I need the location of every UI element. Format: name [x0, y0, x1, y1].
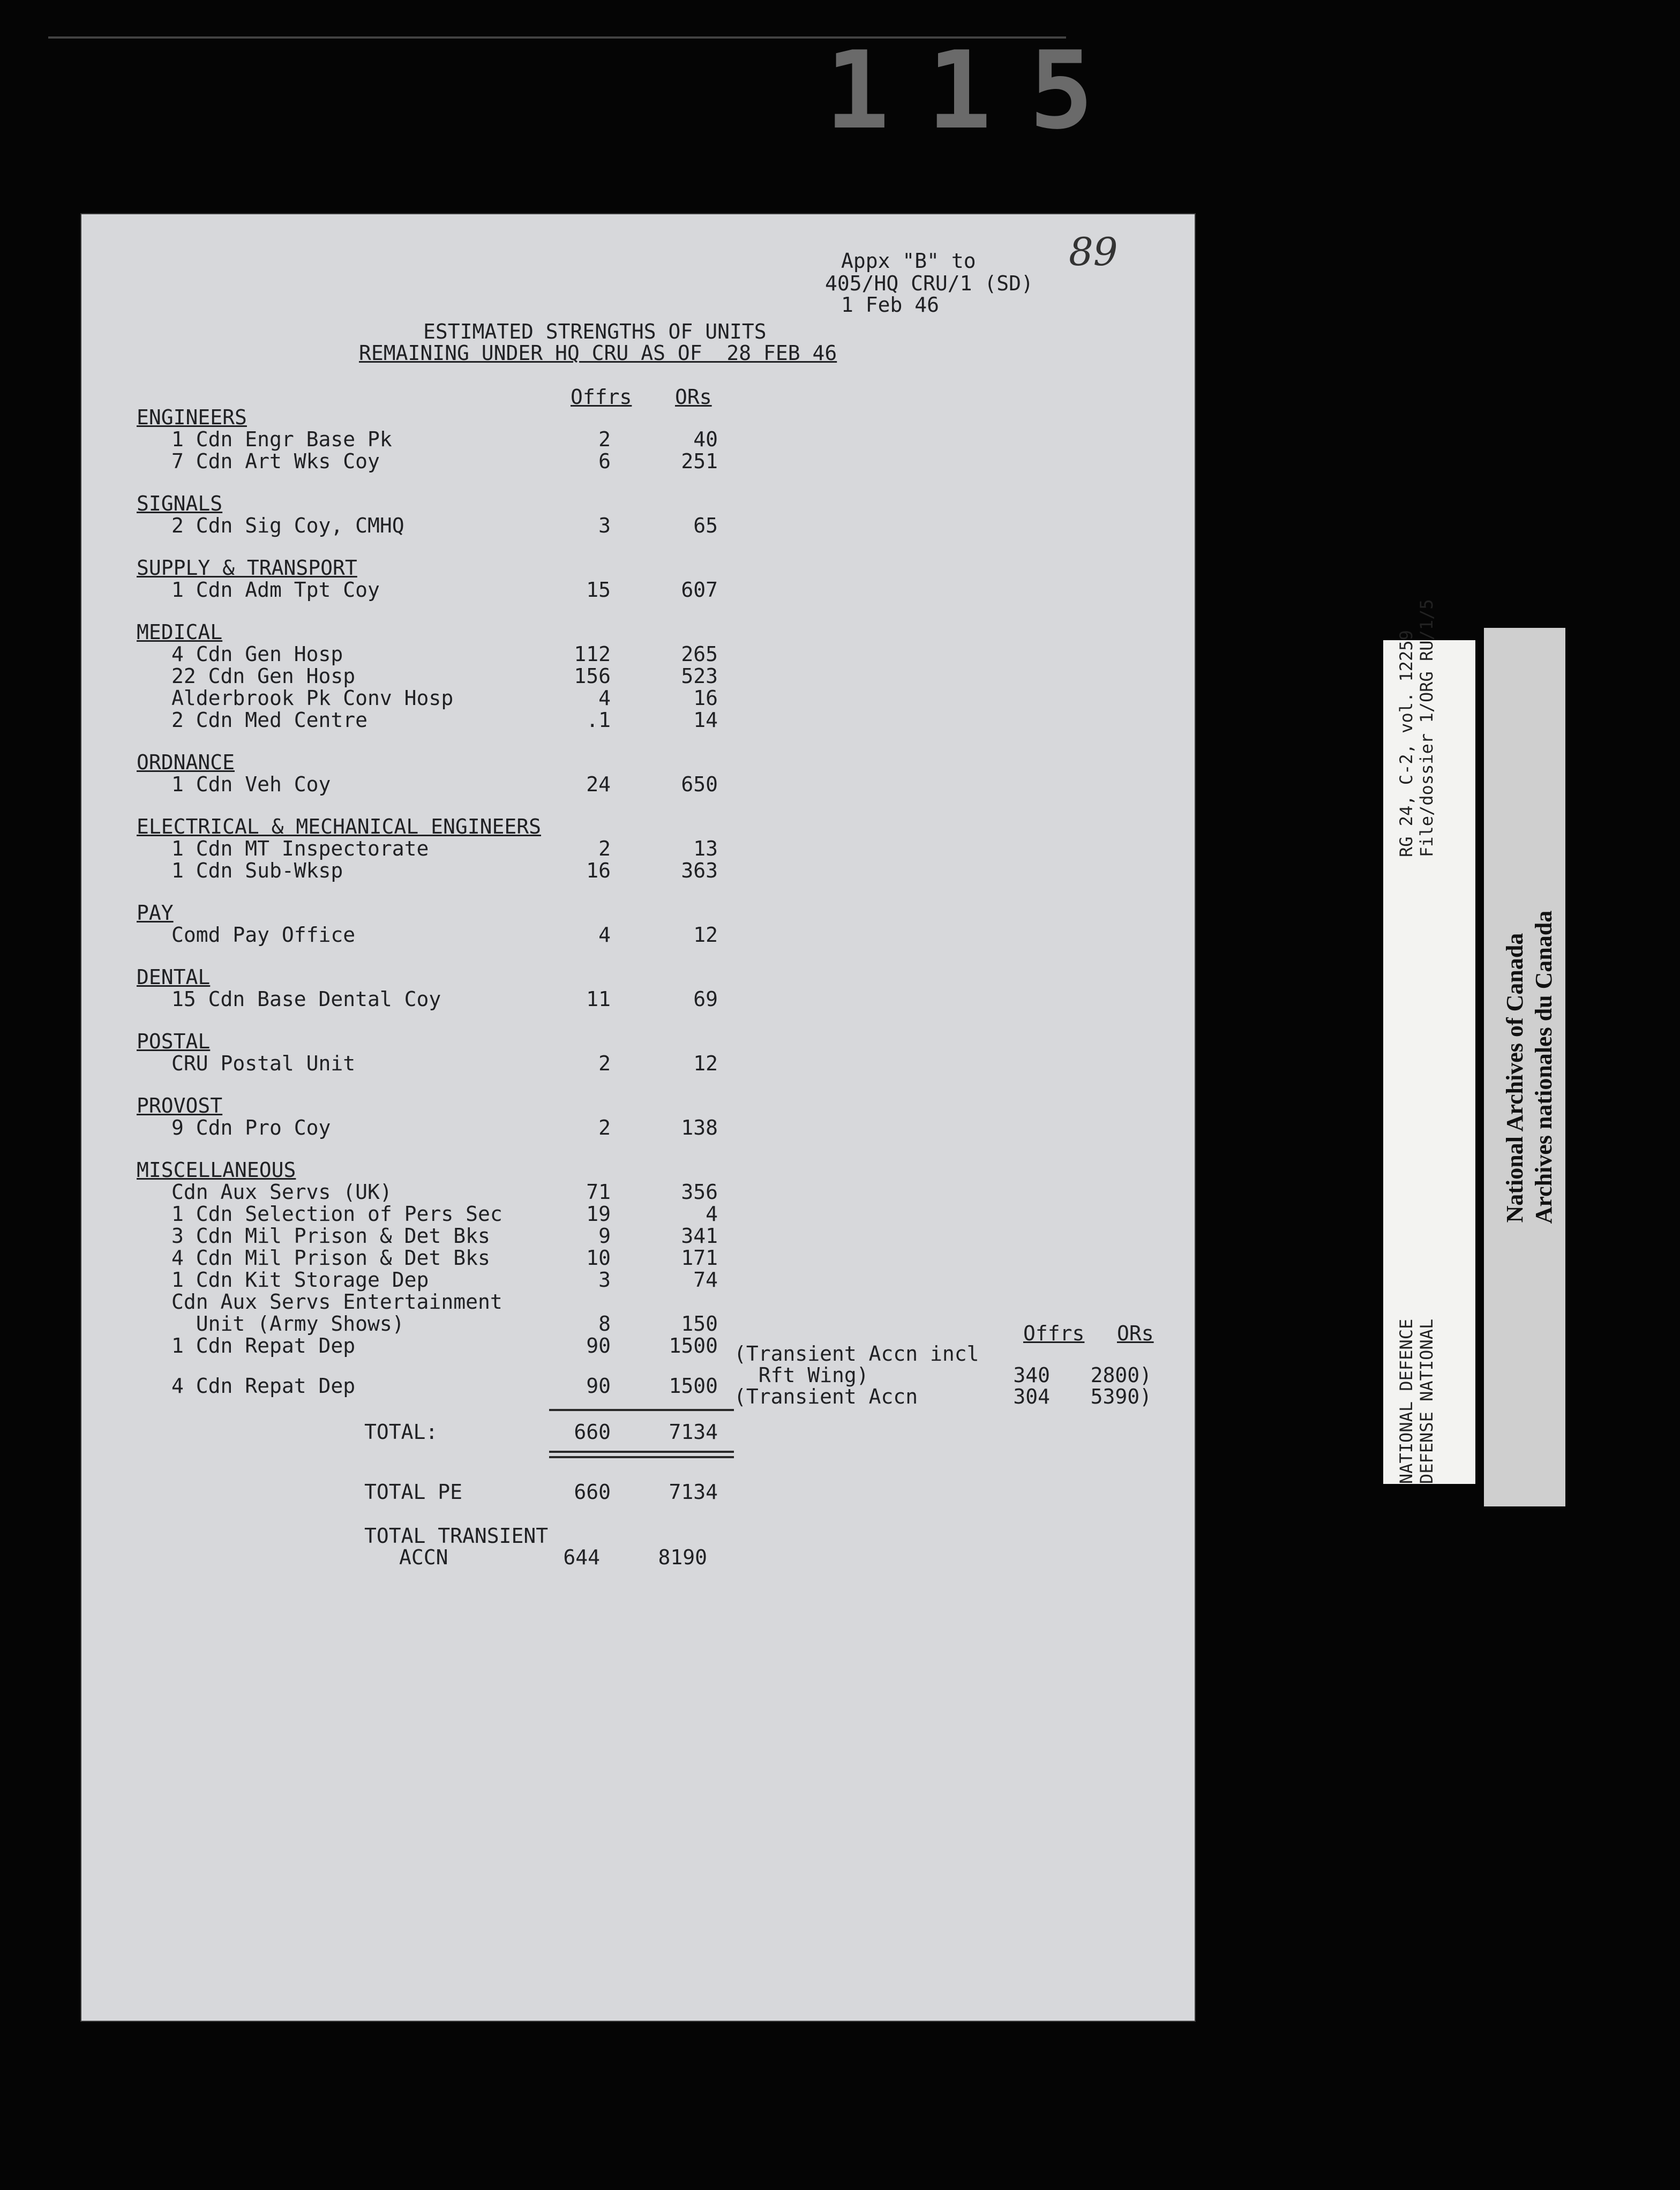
- unit-ors: 40: [693, 428, 718, 451]
- unit-name: Alderbrook Pk Conv Hosp: [171, 686, 454, 710]
- unit-name: 1 Cdn Veh Coy: [171, 772, 331, 796]
- section-heading: PAY: [137, 901, 174, 925]
- unit-ors: 138: [681, 1116, 718, 1139]
- transient-col-offrs: Offrs: [1023, 1322, 1085, 1345]
- transient-ors-2: 5390): [1090, 1385, 1152, 1408]
- transient-offrs-2: 304: [1013, 1385, 1050, 1408]
- unit-offrs: 10: [586, 1246, 611, 1270]
- section-heading: MISCELLANEOUS: [137, 1158, 296, 1182]
- total-pe-offrs: 660: [574, 1480, 611, 1504]
- unit-offrs: 90: [586, 1334, 611, 1358]
- total-transient-label-2: ACCN: [399, 1546, 448, 1569]
- unit-name: 2 Cdn Sig Coy, CMHQ: [171, 514, 404, 537]
- column-header-ors: ORs: [675, 385, 712, 409]
- unit-ors: 1500: [669, 1334, 718, 1358]
- transient-col-ors: ORs: [1117, 1322, 1154, 1345]
- unit-name: 9 Cdn Pro Coy: [171, 1116, 331, 1139]
- archive-stamp: [1484, 628, 1565, 1506]
- unit-name: 1 Cdn Kit Storage Dep: [171, 1268, 429, 1292]
- unit-offrs: 3: [598, 1268, 611, 1292]
- transient-offrs-1: 340: [1013, 1363, 1050, 1387]
- unit-name: 1 Cdn Adm Tpt Coy: [171, 578, 380, 602]
- unit-ors: 69: [693, 987, 718, 1011]
- unit-name: 7 Cdn Art Wks Coy: [171, 449, 380, 473]
- unit-offrs: 2: [598, 428, 611, 451]
- unit-ors: 251: [681, 449, 718, 473]
- unit-ors: 16: [693, 686, 718, 710]
- total-pe-ors: 7134: [669, 1480, 718, 1504]
- unit-ors: 14: [693, 708, 718, 732]
- unit-offrs: 71: [586, 1180, 611, 1204]
- unit-name: 4 Cdn Gen Hosp: [171, 642, 343, 666]
- unit-name: Cdn Aux Servs (UK): [171, 1180, 392, 1204]
- unit-name: 4 Cdn Mil Prison & Det Bks: [171, 1246, 490, 1270]
- unit-ors: 171: [681, 1246, 718, 1270]
- section-heading: ELECTRICAL & MECHANICAL ENGINEERS: [137, 815, 541, 838]
- archive-file-ref: File/dossier 1/ORG RU/1/5: [1416, 599, 1437, 857]
- unit-offrs: 11: [586, 987, 611, 1011]
- unit-name: Cdn Aux Servs Entertainment: [171, 1290, 502, 1314]
- section-heading: POSTAL: [137, 1030, 211, 1053]
- unit-name: 1 Cdn MT Inspectorate: [171, 837, 429, 860]
- archive-stamp-en: National Archives of Canada: [1502, 933, 1528, 1223]
- unit-name: 1 Cdn Selection of Pers Sec: [171, 1202, 502, 1226]
- unit-offrs: .1: [586, 708, 611, 732]
- transient-note-line3: (Transient Accn: [734, 1385, 918, 1408]
- unit-name: 3 Cdn Mil Prison & Det Bks: [171, 1224, 490, 1248]
- unit-name: 22 Cdn Gen Hosp: [171, 664, 356, 688]
- frame-number: 115: [825, 28, 1131, 153]
- transient-ors-1: 2800): [1090, 1363, 1152, 1387]
- unit-ors: 363: [681, 859, 718, 882]
- unit-name: Unit (Army Shows): [171, 1312, 404, 1336]
- archive-reference-label: [1383, 599, 1475, 1484]
- total-transient-label-1: TOTAL TRANSIENT: [364, 1524, 549, 1548]
- unit-name: 1 Cdn Repat Dep: [171, 1334, 356, 1358]
- total-rule-double-1: [549, 1451, 734, 1453]
- total-rule-double-2: [549, 1456, 734, 1458]
- unit-ors: 265: [681, 642, 718, 666]
- archive-record-group: RG 24, C-2, vol. 12259: [1396, 630, 1416, 857]
- unit-ors: 12: [693, 923, 718, 947]
- total-rule-top: [549, 1409, 734, 1411]
- unit-ors: 523: [681, 664, 718, 688]
- archive-dept-en: NATIONAL DEFENCE: [1396, 1318, 1416, 1484]
- total-transient-ors: 8190: [658, 1546, 707, 1569]
- total-pe-label: TOTAL PE: [364, 1480, 463, 1504]
- unit-offrs: 2: [598, 1052, 611, 1075]
- unit-ors: 74: [693, 1268, 718, 1292]
- unit-offrs: 4: [598, 686, 611, 710]
- unit-name: CRU Postal Unit: [171, 1052, 356, 1075]
- unit-offrs: 90: [586, 1374, 611, 1398]
- total-offrs: 660: [574, 1420, 611, 1444]
- section-heading: ORDNANCE: [137, 751, 235, 774]
- document-title-line1: ESTIMATED STRENGTHS OF UNITS: [423, 320, 767, 343]
- unit-offrs: 15: [586, 578, 611, 602]
- archive-stamp-fr: Archives nationales du Canada: [1531, 910, 1557, 1224]
- unit-offrs: 4: [598, 923, 611, 947]
- unit-offrs: 112: [574, 642, 611, 666]
- unit-offrs: 156: [574, 664, 611, 688]
- unit-offrs: 9: [598, 1224, 611, 1248]
- document-page: [80, 213, 1196, 2022]
- unit-ors: 1500: [669, 1374, 718, 1398]
- column-header-offrs: Offrs: [571, 385, 632, 409]
- section-heading: SUPPLY & TRANSPORT: [137, 556, 357, 580]
- transient-note-line2: Rft Wing): [734, 1363, 869, 1387]
- section-heading: PROVOST: [137, 1094, 223, 1118]
- unit-ors: 150: [681, 1312, 718, 1336]
- unit-ors: 65: [693, 514, 718, 537]
- unit-ors: 13: [693, 837, 718, 860]
- section-heading: MEDICAL: [137, 620, 223, 644]
- section-heading: SIGNALS: [137, 492, 223, 515]
- unit-offrs: 16: [586, 859, 611, 882]
- unit-ors: 341: [681, 1224, 718, 1248]
- unit-ors: 607: [681, 578, 718, 602]
- unit-name: Comd Pay Office: [171, 923, 356, 947]
- unit-offrs: 2: [598, 1116, 611, 1139]
- document-date: 1 Feb 46: [841, 293, 940, 317]
- file-ref: 405/HQ CRU/1 (SD): [825, 272, 1033, 295]
- section-heading: DENTAL: [137, 965, 211, 989]
- unit-name: 15 Cdn Base Dental Coy: [171, 987, 441, 1011]
- folio-number: 89: [1069, 229, 1118, 274]
- unit-name: 4 Cdn Repat Dep: [171, 1374, 356, 1398]
- unit-name: 1 Cdn Engr Base Pk: [171, 428, 392, 451]
- unit-offrs: 3: [598, 514, 611, 537]
- archive-dept-fr: DEFENSE NATIONAL: [1416, 1318, 1437, 1484]
- total-label: TOTAL:: [364, 1420, 438, 1444]
- section-heading: ENGINEERS: [137, 406, 247, 429]
- unit-ors: 356: [681, 1180, 718, 1204]
- document-title-line2: REMAINING UNDER HQ CRU AS OF 28 FEB 46: [359, 341, 837, 365]
- unit-ors: 12: [693, 1052, 718, 1075]
- transient-note-line1: (Transient Accn incl: [734, 1342, 979, 1366]
- unit-offrs: 2: [598, 837, 611, 860]
- unit-ors: 4: [706, 1202, 718, 1226]
- unit-offrs: 6: [598, 449, 611, 473]
- total-ors: 7134: [669, 1420, 718, 1444]
- unit-name: 1 Cdn Sub-Wksp: [171, 859, 343, 882]
- unit-name: 2 Cdn Med Centre: [171, 708, 368, 732]
- unit-offrs: 8: [598, 1312, 611, 1336]
- appendix-ref: Appx "B" to: [841, 249, 976, 273]
- unit-ors: 650: [681, 772, 718, 796]
- unit-offrs: 24: [586, 772, 611, 796]
- total-transient-offrs: 644: [563, 1546, 600, 1569]
- unit-offrs: 19: [586, 1202, 611, 1226]
